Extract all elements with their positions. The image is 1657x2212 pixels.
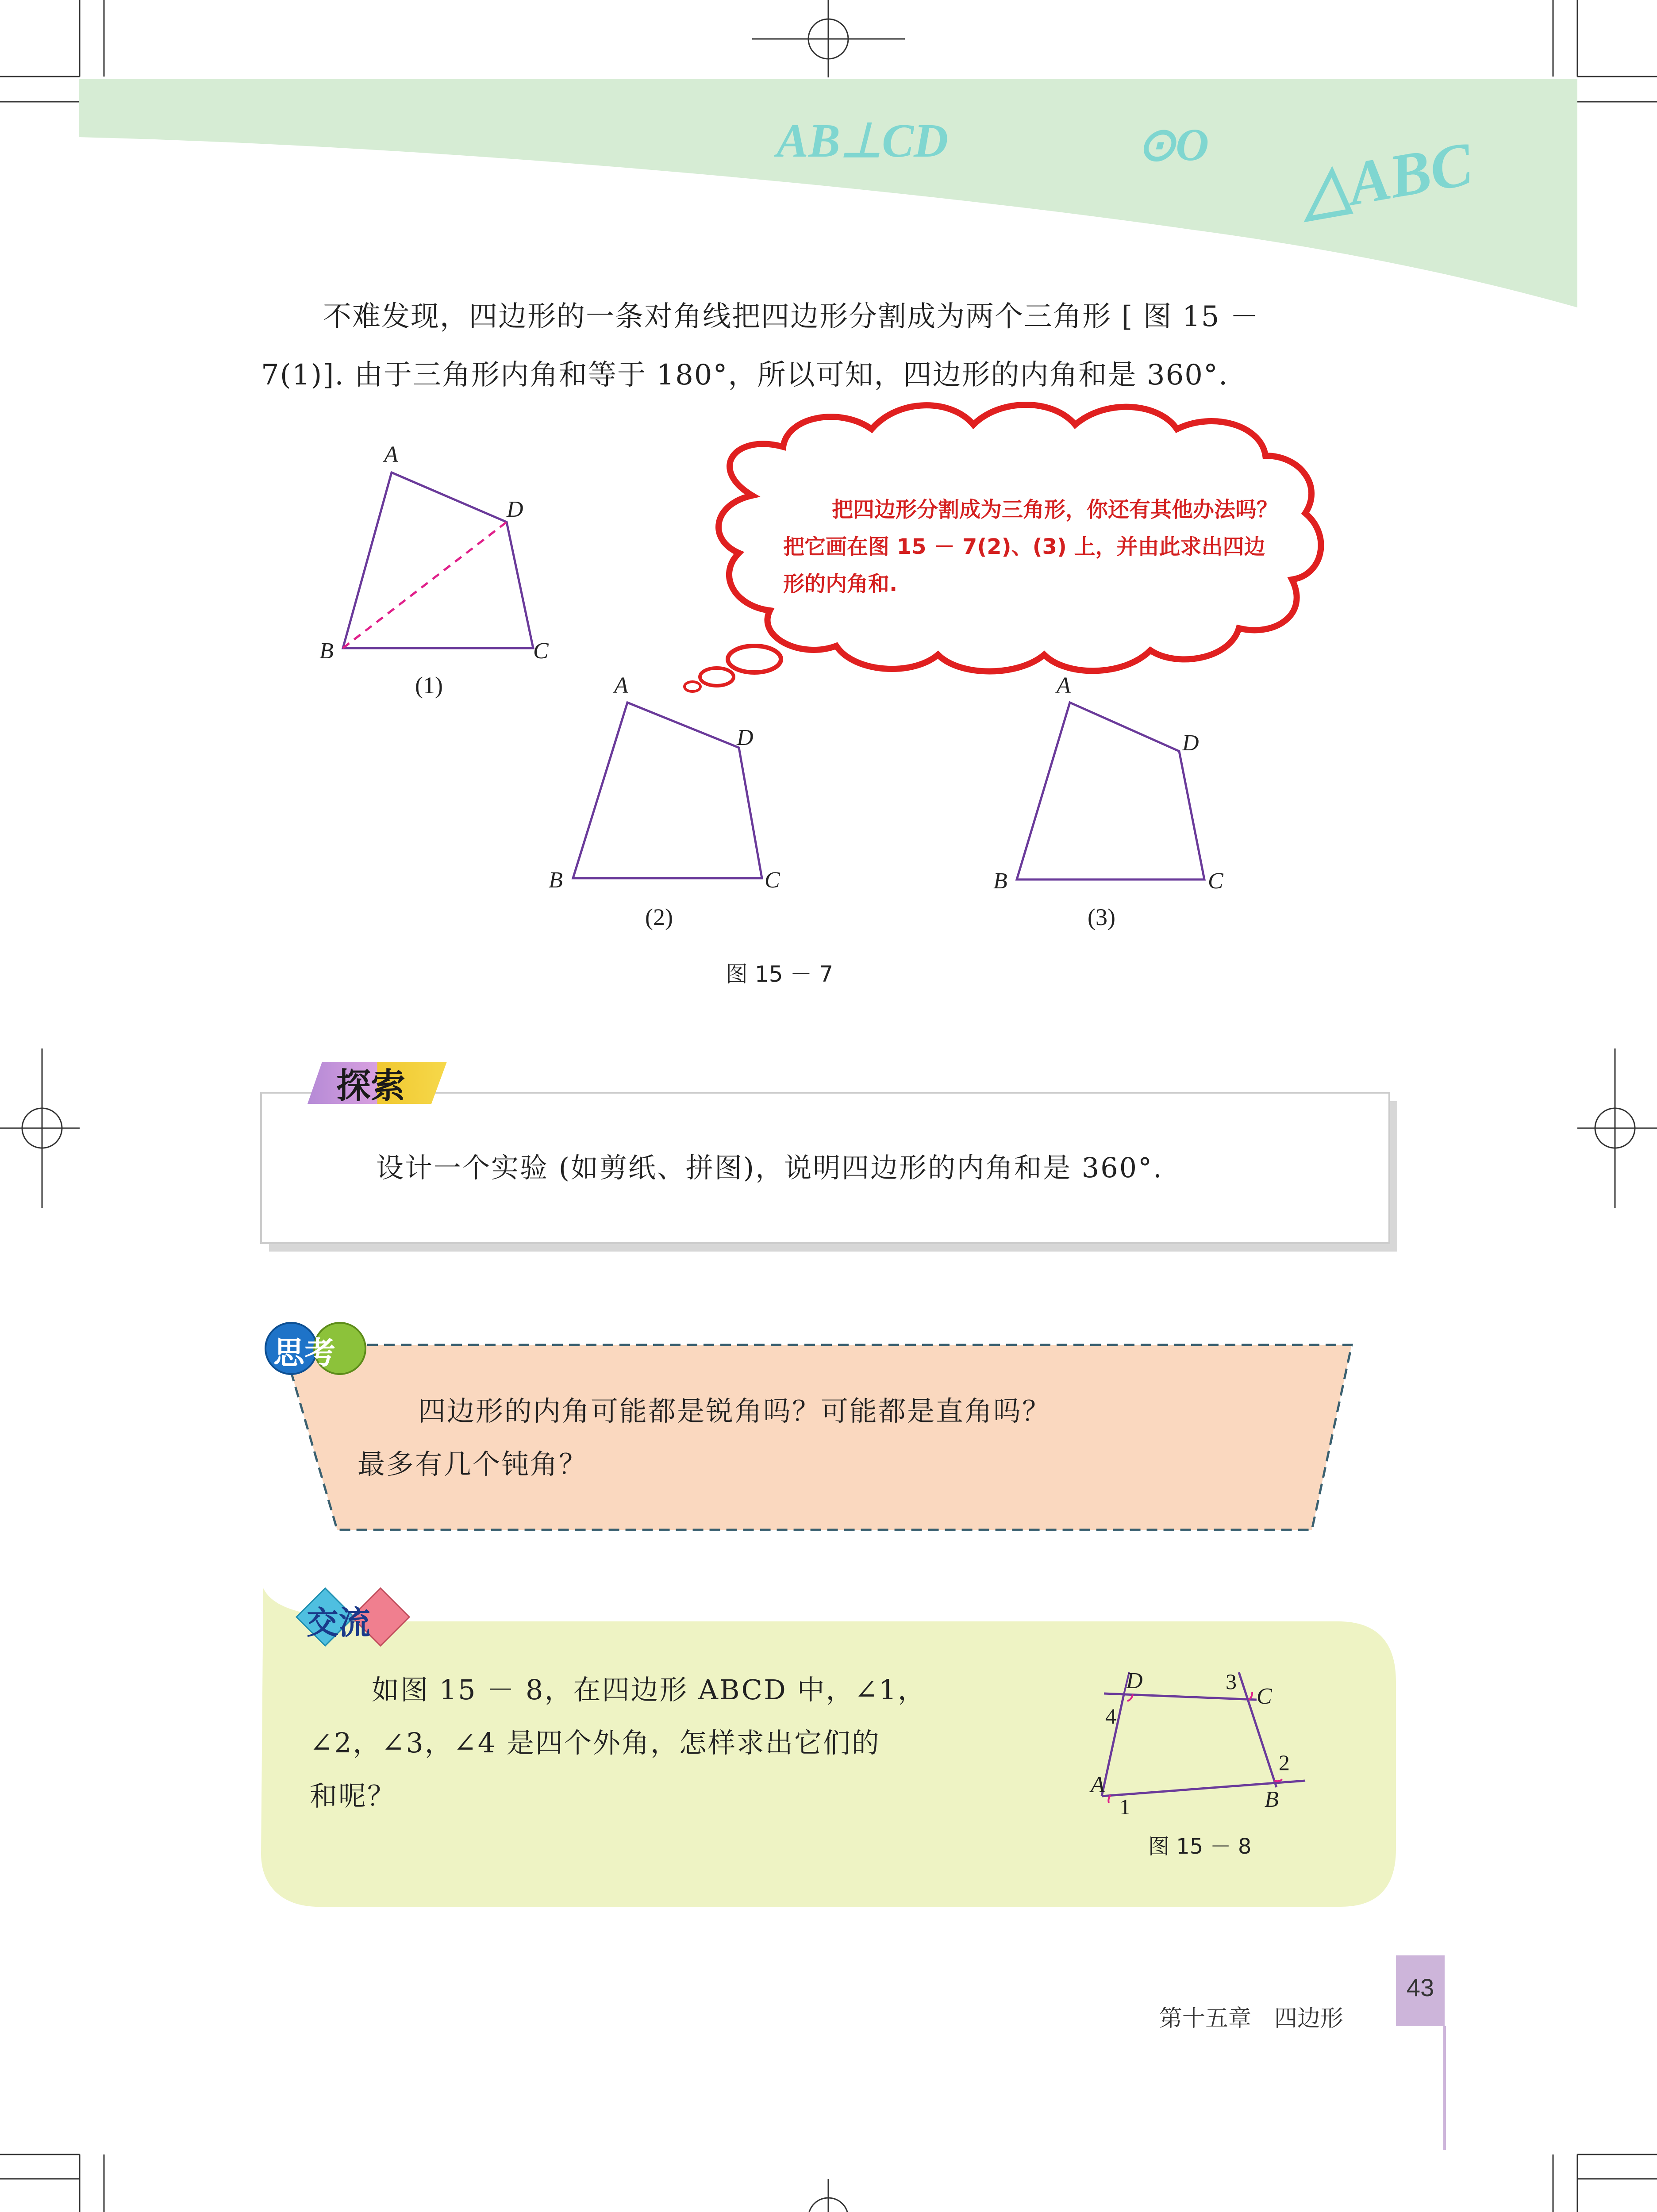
fig3-label-c: C (1208, 868, 1223, 894)
fig8-label-d: D (1126, 1668, 1143, 1694)
chapter-title: 第十五章 四边形 (1159, 2005, 1344, 2032)
fig8-angle-1: 1 (1119, 1794, 1130, 1819)
discuss-badge-label: 交流 (307, 1604, 371, 1641)
fig8-angle-2: 2 (1279, 1750, 1290, 1775)
think-line-2: 最多有几个钝角？ (358, 1448, 588, 1480)
fig2-label-a: A (614, 673, 628, 698)
fig1-label-d: D (507, 497, 523, 522)
discuss-line-1: 如图 15 － 8，在四边形 ABCD 中，∠1， (372, 1674, 927, 1706)
think-badge-label: 思考 (273, 1335, 335, 1371)
figure-15-7-caption: 图 15 － 7 (726, 961, 834, 987)
header-formula-triangle: △ABC (1296, 129, 1477, 227)
bubble-text: 把四边形分割成为三角形，你还有其他办法吗？把它画在图 15 － 7(2)、(3) 上，并由此求出四边形的内角和. (783, 497, 1278, 596)
intro-line-2: 7(1)]. 由于三角形内角和等于 180°，所以可知，四边形的内角和是 360°. (261, 359, 1229, 392)
fig3-caption: (3) (1088, 904, 1115, 930)
header-formula-perpendicular: AB⊥CD (777, 115, 949, 167)
header-formula-circle: ⊙O (1137, 119, 1209, 170)
explore-badge-label: 探索 (336, 1066, 406, 1106)
think-line-1: 四边形的内角可能都是锐角吗？可能都是直角吗？ (418, 1395, 1051, 1427)
fig1-label-a: A (384, 442, 398, 467)
fig2-label-c: C (765, 868, 780, 893)
fig3-label-b: B (993, 868, 1007, 894)
discuss-line-3: 和呢？ (310, 1780, 396, 1812)
fig2-label-b: B (549, 868, 563, 893)
figure-15-8-caption: 图 15 － 8 (1148, 1834, 1252, 1859)
fig8-angle-4: 4 (1105, 1704, 1116, 1728)
discuss-line-2: ∠2，∠3，∠4 是四个外角，怎样求出它们的 (310, 1727, 880, 1759)
fig1-label-c: C (533, 638, 549, 664)
fig8-angle-3: 3 (1226, 1669, 1237, 1694)
fig1-caption: (1) (415, 672, 443, 699)
fig1-label-b: B (319, 638, 334, 664)
fig2-caption: (2) (645, 904, 673, 930)
intro-line-1: 不难发现，四边形的一条对角线把四边形分割成为两个三角形 [ 图 15 － (323, 300, 1259, 333)
fig8-label-a: A (1091, 1772, 1105, 1797)
fig3-label-d: D (1182, 730, 1199, 756)
fig8-label-c: C (1257, 1684, 1272, 1709)
fig3-label-a: A (1057, 673, 1071, 698)
fig8-label-b: B (1265, 1787, 1279, 1812)
explore-text: 设计一个实验 (如剪纸、拼图)，说明四边形的内角和是 360°. (376, 1152, 1163, 1184)
page-number: 43 (1396, 1955, 1445, 2026)
fig2-label-d: D (737, 725, 754, 750)
